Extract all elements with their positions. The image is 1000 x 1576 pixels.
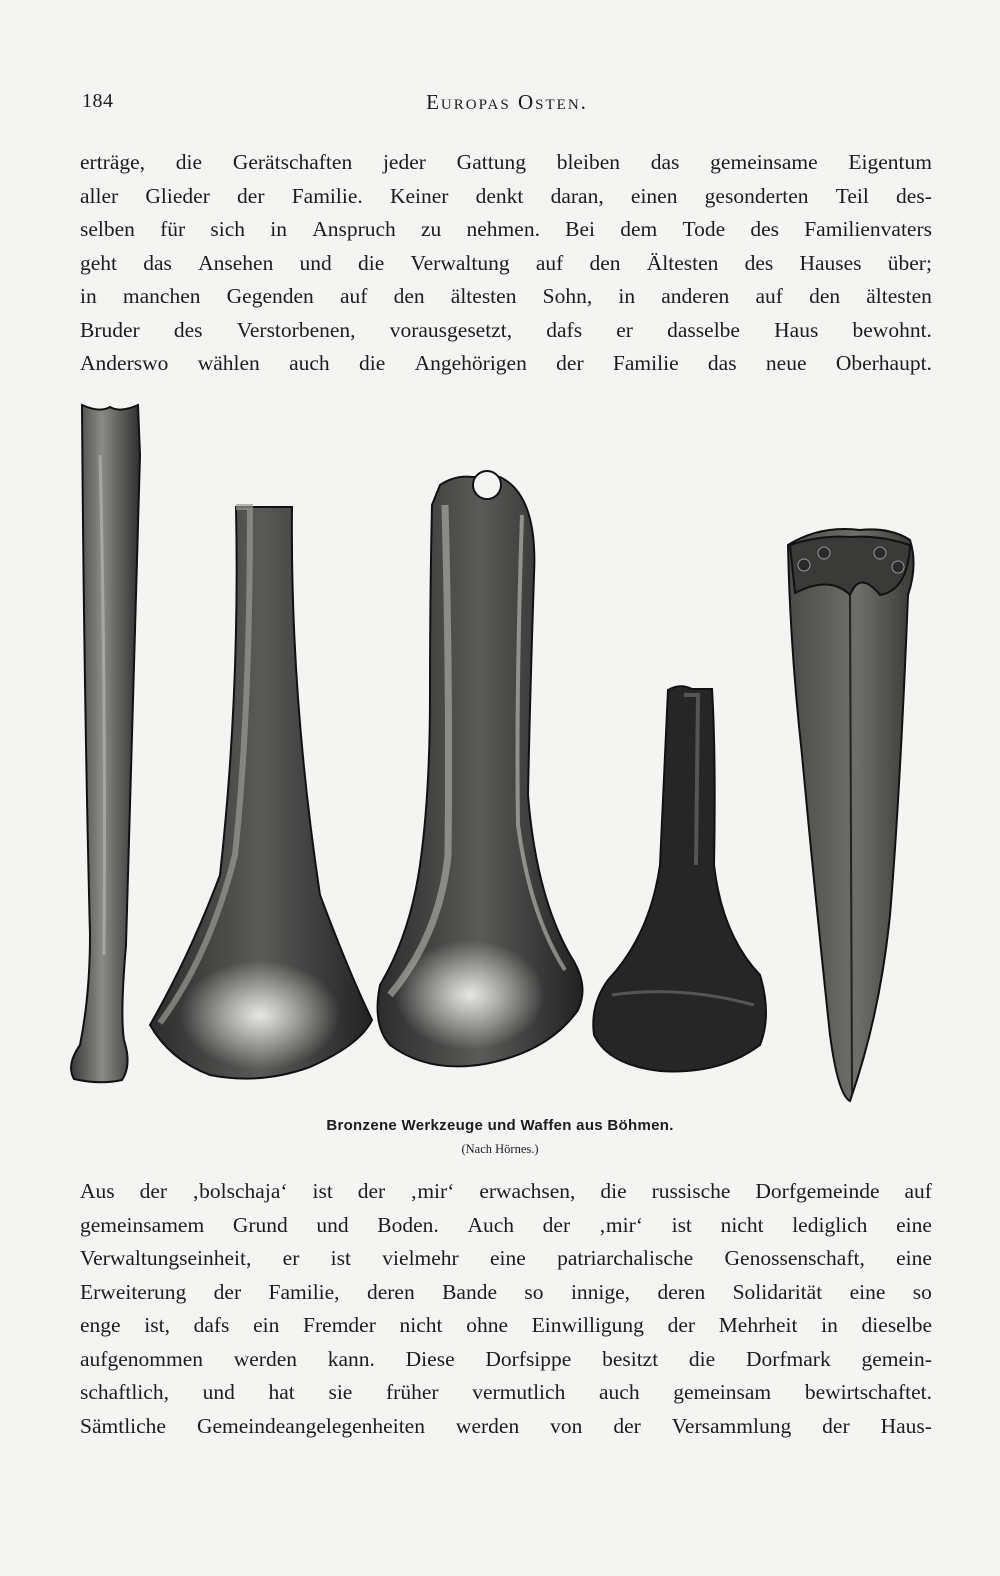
word: bleiben	[556, 150, 620, 174]
word: Dorfgemeinde	[755, 1179, 880, 1203]
word: Dorfsippe	[485, 1346, 572, 1371]
word: manchen	[122, 284, 201, 308]
word: die	[359, 351, 386, 375]
word: Ältesten	[646, 250, 719, 275]
word: Anderswo	[80, 351, 169, 375]
word: der	[667, 1313, 696, 1337]
word: Tode	[682, 217, 726, 241]
word: über;	[887, 250, 932, 275]
word: Genossenschaft,	[724, 1246, 865, 1270]
word: Ansehen	[198, 250, 274, 275]
word: neue	[765, 351, 807, 375]
word: ‚mir‘	[598, 1212, 643, 1237]
word: Oberhaupt.	[835, 351, 932, 375]
word: eine	[490, 1246, 526, 1270]
text-line	[80, 1175, 932, 1209]
text-line	[80, 213, 932, 247]
word: Solidarität	[732, 1279, 823, 1304]
word: ist	[671, 1212, 692, 1237]
bronze-tools-illustration	[60, 395, 940, 1115]
word: in	[270, 217, 287, 241]
bronze-flanged-axe	[378, 471, 583, 1066]
word: auf	[904, 1179, 932, 1203]
word: das	[650, 150, 680, 174]
word: so	[524, 1279, 544, 1304]
word: Hauses	[799, 250, 862, 275]
word: sich	[210, 217, 246, 241]
word: Gattung	[456, 150, 526, 174]
word: denkt	[475, 183, 524, 208]
word: erwachsen,	[479, 1179, 576, 1203]
word: den	[809, 284, 841, 308]
word: den	[589, 250, 621, 275]
word: aller	[80, 183, 119, 208]
word: der	[237, 183, 265, 208]
word: ohne	[466, 1313, 508, 1337]
word: gemein-	[861, 1346, 932, 1371]
word: Keiner	[389, 183, 449, 208]
word: ein	[253, 1313, 280, 1337]
word: patriarchalische	[557, 1246, 694, 1270]
word: daran,	[550, 183, 604, 208]
word: gemeinsamem	[80, 1212, 205, 1237]
word: Aus	[80, 1179, 115, 1203]
word: Verwaltung	[410, 250, 510, 275]
word: ‚bolschaja‘	[192, 1179, 288, 1203]
word: der	[556, 351, 584, 375]
word: Eigentum	[848, 150, 932, 174]
word: vermutlich	[472, 1380, 566, 1404]
text-line	[80, 1410, 932, 1444]
word: und	[316, 1212, 349, 1237]
paragraph-top	[80, 146, 932, 381]
word: auf	[755, 284, 783, 308]
word: Gemeindeangelegenheiten	[196, 1413, 425, 1438]
word: in	[618, 284, 636, 308]
word: eine	[849, 1279, 886, 1304]
word: vielmehr	[382, 1246, 459, 1270]
word: für	[160, 217, 186, 241]
word: Angehörigen	[414, 351, 527, 375]
paragraph-bottom	[80, 1175, 932, 1443]
word: die	[175, 150, 203, 174]
word: er	[282, 1246, 300, 1270]
word: zu	[421, 217, 442, 241]
word: enge	[80, 1313, 121, 1337]
word: schaftlich,	[80, 1380, 169, 1404]
word: jeder	[382, 150, 426, 174]
text-line	[80, 180, 932, 214]
word: Sämtliche	[80, 1413, 166, 1438]
word: Mehrheit	[718, 1313, 798, 1337]
running-title: Europas Osten.	[426, 90, 588, 114]
text-line	[80, 247, 932, 281]
word: dafs	[193, 1313, 230, 1337]
word: auf	[339, 284, 368, 308]
word: Verwaltungseinheit,	[80, 1246, 252, 1270]
word: Familie	[612, 351, 679, 375]
word: russische	[651, 1179, 731, 1203]
bronze-flat-axe	[150, 507, 372, 1079]
word: wählen	[197, 351, 260, 375]
word: Glieder	[145, 183, 210, 208]
word: aufgenommen	[80, 1346, 203, 1371]
word: das	[707, 351, 737, 375]
word: anderen	[661, 284, 730, 308]
word: Gerätschaften	[232, 150, 353, 174]
word: ist	[312, 1179, 333, 1203]
word: nicht	[720, 1212, 764, 1237]
word: ist	[330, 1246, 351, 1270]
word: dafs	[546, 317, 583, 342]
word: Fremder	[303, 1313, 376, 1337]
word: der	[822, 1413, 850, 1438]
word: innige,	[570, 1279, 631, 1304]
word: Boden.	[377, 1212, 439, 1237]
word: dieselbe	[861, 1313, 932, 1337]
word: auch	[289, 351, 330, 375]
word: Gegenden	[226, 284, 314, 308]
word: Familie.	[291, 183, 363, 208]
word: nehmen.	[466, 217, 540, 241]
word: eine	[896, 1212, 932, 1237]
word: deren	[366, 1279, 415, 1304]
word: Teil	[835, 183, 869, 208]
word: Familie,	[268, 1279, 340, 1304]
word: nicht	[399, 1313, 443, 1337]
page-header	[82, 90, 932, 120]
word: das	[143, 250, 172, 275]
word: Erweiterung	[80, 1279, 187, 1304]
word: Verstorbenen,	[236, 317, 356, 342]
word: er	[616, 317, 633, 342]
word: der	[213, 1279, 242, 1304]
word: gemeinsam	[673, 1380, 772, 1404]
text-line	[80, 314, 932, 348]
text-line	[80, 1309, 932, 1343]
bronze-dagger-blade	[788, 529, 914, 1101]
word: hat	[268, 1380, 295, 1404]
figure-source: (Nach Hörnes.)	[461, 1142, 539, 1156]
text-line	[80, 1209, 932, 1243]
word: lediglich	[792, 1212, 868, 1237]
word: des	[750, 217, 780, 241]
text-line	[80, 1276, 932, 1310]
word: bewohnt.	[852, 317, 932, 342]
word: besitzt	[602, 1346, 659, 1371]
text-line	[80, 146, 932, 180]
word: die	[358, 250, 385, 275]
word: werden	[233, 1346, 298, 1371]
word: ‚mir‘	[410, 1179, 455, 1203]
word: kann.	[327, 1346, 375, 1371]
word: Grund	[232, 1212, 288, 1237]
word: gesonderten	[704, 183, 809, 208]
word: Auch	[467, 1212, 515, 1237]
bronze-chisel-narrow	[71, 405, 140, 1082]
word: Sohn,	[542, 284, 593, 308]
word: Bei	[565, 217, 596, 241]
word: Anspruch	[312, 217, 396, 241]
word: selben	[80, 217, 135, 241]
word: sie	[328, 1380, 353, 1404]
word: geht	[80, 250, 118, 275]
word: Diese	[405, 1346, 455, 1371]
word: Bande	[442, 1279, 498, 1304]
word: ältesten	[450, 284, 517, 308]
word: Versammlung	[671, 1413, 792, 1438]
word: der	[613, 1413, 641, 1438]
word: der	[139, 1179, 168, 1203]
word: des-	[896, 183, 932, 208]
text-line	[80, 347, 932, 381]
word: einen	[630, 183, 678, 208]
word: gemeinsame	[710, 150, 818, 174]
figure-caption: Bronzene Werkzeuge und Waffen aus Böhmen.	[326, 1117, 674, 1134]
word: Haus-	[880, 1413, 932, 1438]
word: des	[744, 250, 774, 275]
word: bewirtschaftet.	[804, 1380, 932, 1404]
text-line	[80, 1343, 932, 1377]
word: auch	[598, 1380, 640, 1404]
word: von	[550, 1413, 583, 1438]
word: die	[688, 1346, 716, 1371]
text-line	[80, 1242, 932, 1276]
word: deren	[657, 1279, 706, 1304]
word: Bruder	[80, 317, 140, 342]
word: des	[173, 317, 203, 342]
word: der	[542, 1212, 571, 1237]
word: die	[600, 1179, 627, 1203]
word: ältesten	[866, 284, 932, 308]
word: der	[357, 1179, 386, 1203]
word: auf	[535, 250, 564, 275]
word: früher	[386, 1380, 439, 1404]
word: dasselbe	[667, 317, 740, 342]
word: dem	[620, 217, 658, 241]
word: vorausgesetzt,	[389, 317, 513, 342]
word: Dorfmark	[745, 1346, 831, 1371]
text-line	[80, 280, 932, 314]
word: werden	[455, 1413, 520, 1438]
word: Familienvaters	[804, 217, 932, 241]
word: und	[299, 250, 332, 275]
word: in	[80, 284, 97, 308]
word: und	[202, 1380, 235, 1404]
word: eine	[896, 1246, 932, 1270]
word: ist,	[144, 1313, 170, 1337]
text-line	[80, 1376, 932, 1410]
word: so	[912, 1279, 932, 1304]
bronze-socketed-axe	[593, 686, 766, 1071]
word: Haus	[774, 317, 819, 342]
word: erträge,	[80, 150, 146, 174]
word: Einwilligung	[531, 1313, 644, 1337]
word: den	[393, 284, 425, 308]
page-number: 184	[82, 90, 114, 112]
word: in	[821, 1313, 838, 1337]
